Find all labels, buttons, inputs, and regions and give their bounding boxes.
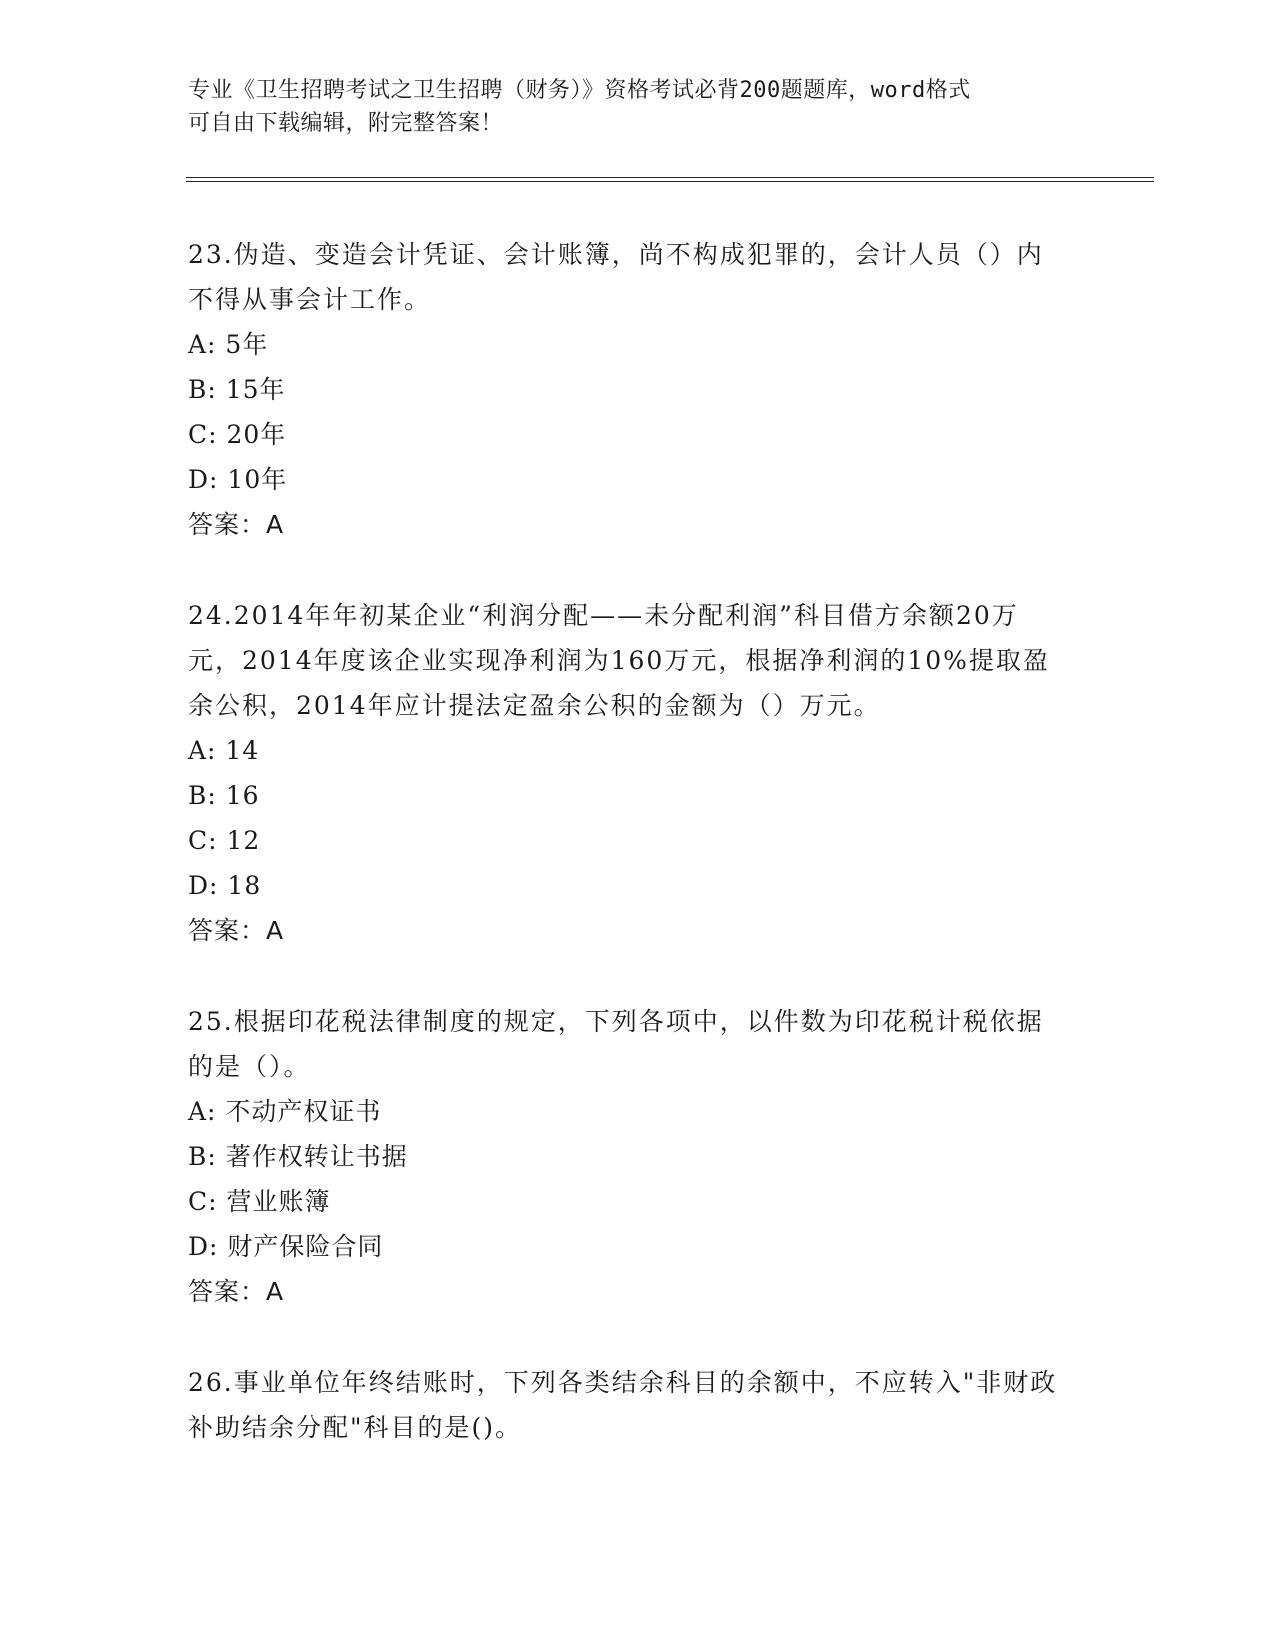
question-25 xyxy=(188,999,1068,1314)
option-b: B: 15年 xyxy=(188,375,286,404)
option-d: D: 18 xyxy=(188,871,262,900)
option-a: A: 5年 xyxy=(188,330,269,359)
question-23 xyxy=(188,232,1068,547)
option-b: B: 16 xyxy=(188,781,260,810)
option-d: D: 10年 xyxy=(188,465,288,494)
header-rule-bottom xyxy=(186,181,1154,182)
option-c: C: 营业账簿 xyxy=(188,1187,331,1216)
option-d: D: 财产保险合同 xyxy=(188,1232,384,1261)
option-a: A: 14 xyxy=(188,736,260,765)
answer: 答案：A xyxy=(188,510,285,539)
option-a: A: 不动产权证书 xyxy=(188,1097,382,1126)
option-c: C: 20年 xyxy=(188,420,287,449)
question-text: 25.根据印花税法律制度的规定，下列各项中，以件数为印花税计税依据的是（）。 xyxy=(188,1007,1044,1081)
header-line-1: 专业《卫生招聘考试之卫生招聘（财务）》资格考试必背200题题库，word格式 xyxy=(188,78,971,103)
document-header xyxy=(188,74,1068,140)
header-rule-top xyxy=(186,177,1154,178)
question-26 xyxy=(188,1360,1068,1450)
option-b: B: 著作权转让书据 xyxy=(188,1142,408,1171)
answer: 答案：A xyxy=(188,916,285,945)
question-text: 23.伪造、变造会计凭证、会计账簿，尚不构成犯罪的，会计人员（）内不得从事会计工作。 xyxy=(188,240,1044,314)
question-text: 26.事业单位年终结账时，下列各类结余科目的余额中，不应转入"非财政补助结余分配"科目的是()。 xyxy=(188,1368,1058,1442)
header-line-2: 可自由下载编辑，附完整答案！ xyxy=(188,111,504,136)
answer: 答案：A xyxy=(188,1277,285,1306)
option-c: C: 12 xyxy=(188,826,261,855)
question-text: 24.2014年年初某企业“利润分配——未分配利润”科目借方余额20万元，2014年度该企业实现净利润为160万元，根据净利润的10%提取盈余公积，2014年应计提法定盈余公积的金额为（）万元。 xyxy=(188,601,1050,720)
question-24 xyxy=(188,593,1068,953)
question-list xyxy=(188,232,1068,1496)
